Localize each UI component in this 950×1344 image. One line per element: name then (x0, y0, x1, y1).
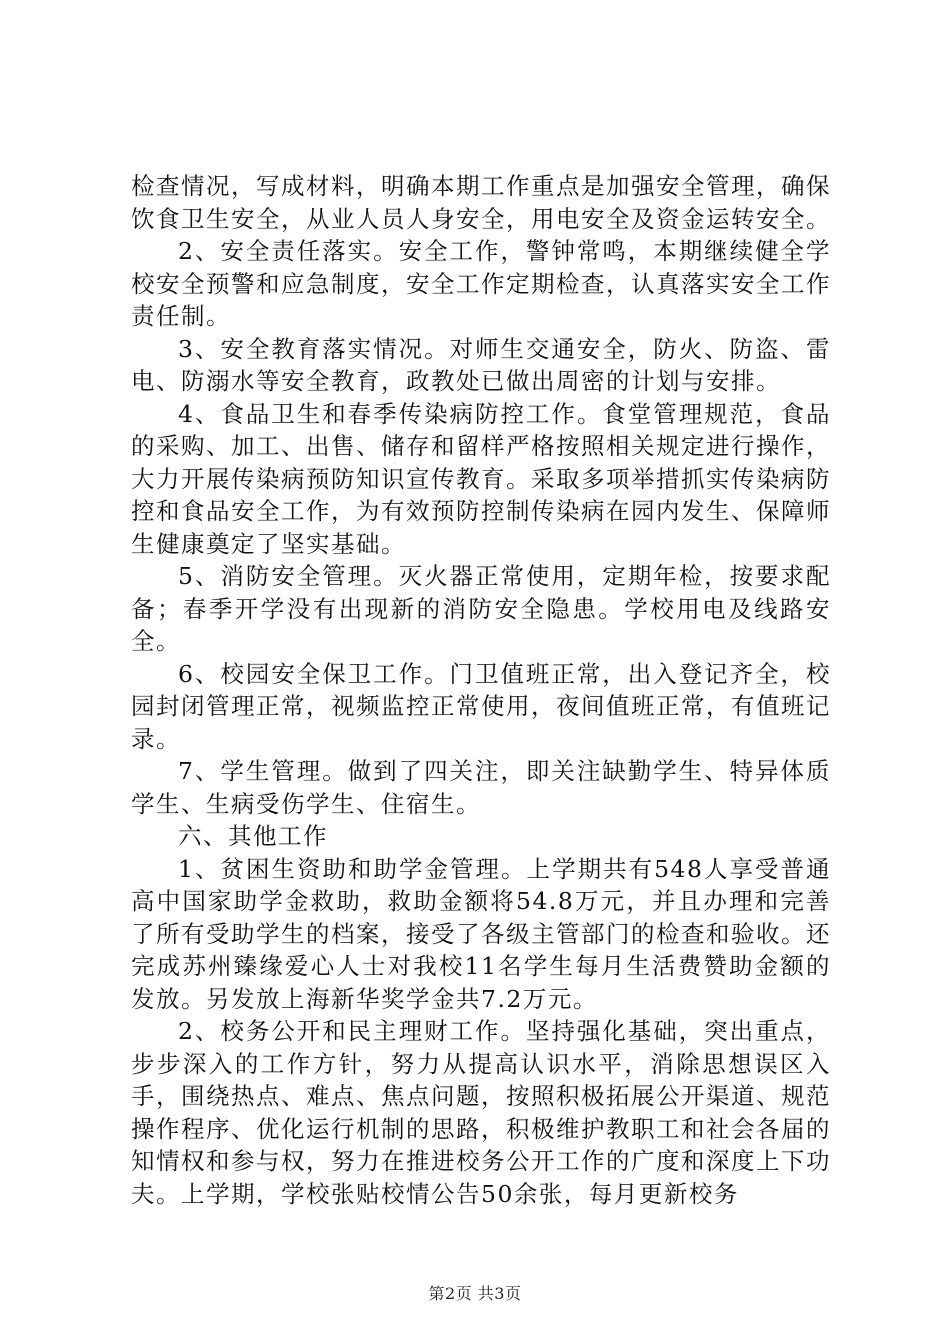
page-number-footer: 第2页 共3页 (428, 1284, 522, 1303)
document-body (131, 170, 831, 1210)
paragraph-continuation: 检查情况，写成材料，明确本期工作重点是加强安全管理，确保饮食卫生安全，从业人员人身安全，用电安全及资金运转安全。 (131, 172, 831, 233)
section-heading-other-work: 六、其他工作 (178, 822, 328, 850)
paragraph-fire-safety: 5、消防安全管理。灭火器正常使用，定期年检，按要求配备；春季开学没有出现新的消防安全隐患。学校用电及线路安全。 (131, 562, 831, 655)
paragraph-student-aid: 1、贫困生资助和助学金管理。上学期共有548人享受普通高中国家助学金救助，救助金额将54.8万元，并且办理和完善了所有受助学生的档案，接受了各级主管部门的检查和验收。还完成苏州臻缘爱心人士对我校11名学生每月生活费赞助金额的发放。另发放上海新华奖学金共7.2万元。 (131, 854, 831, 1013)
paragraph-campus-security: 6、校园安全保卫工作。门卫值班正常，出入登记齐全，校园封闭管理正常，视频监控正常使用，夜间值班正常，有值班记录。 (131, 659, 831, 753)
paragraph-food-hygiene: 4、食品卫生和春季传染病防控工作。食堂管理规范，食品的采购、加工、出售、储存和留样严格按照相关规定进行操作，大力开展传染病预防知识宣传教育。采取多项举措抓实传染病防控和食品安全工作，为有效预防控制传染病在园内发生、保障师生健康奠定了坚实基础。 (131, 399, 831, 558)
paragraph-student-management: 7、学生管理。做到了四关注，即关注缺勤学生、特异体质学生、生病受伤学生、住宿生。 (131, 757, 831, 818)
paragraph-safety-responsibility: 2、安全责任落实。安全工作，警钟常鸣，本期继续健全学校安全预警和应急制度，安全工作定期检查，认真落实安全工作责任制。 (131, 237, 831, 330)
paragraph-school-affairs: 2、校务公开和民主理财工作。坚持强化基础，突出重点，步步深入的工作方针，努力从提高认识水平，消除思想误区入手，围绕热点、难点、焦点问题，按照积极拓展公开渠道、规范操作程序、优化运行机制的思路，积极维护教职工和社会各届的知情权和参与权，努力在推进校务公开工作的广度和深度上下功夫。上学期，学校张贴校情公告50余张，每月更新校务 (131, 1017, 831, 1208)
paragraph-safety-education: 3、安全教育落实情况。对师生交通安全，防火、防盗、雷电、防溺水等安全教育，政教处已做出周密的计划与安排。 (131, 334, 831, 395)
